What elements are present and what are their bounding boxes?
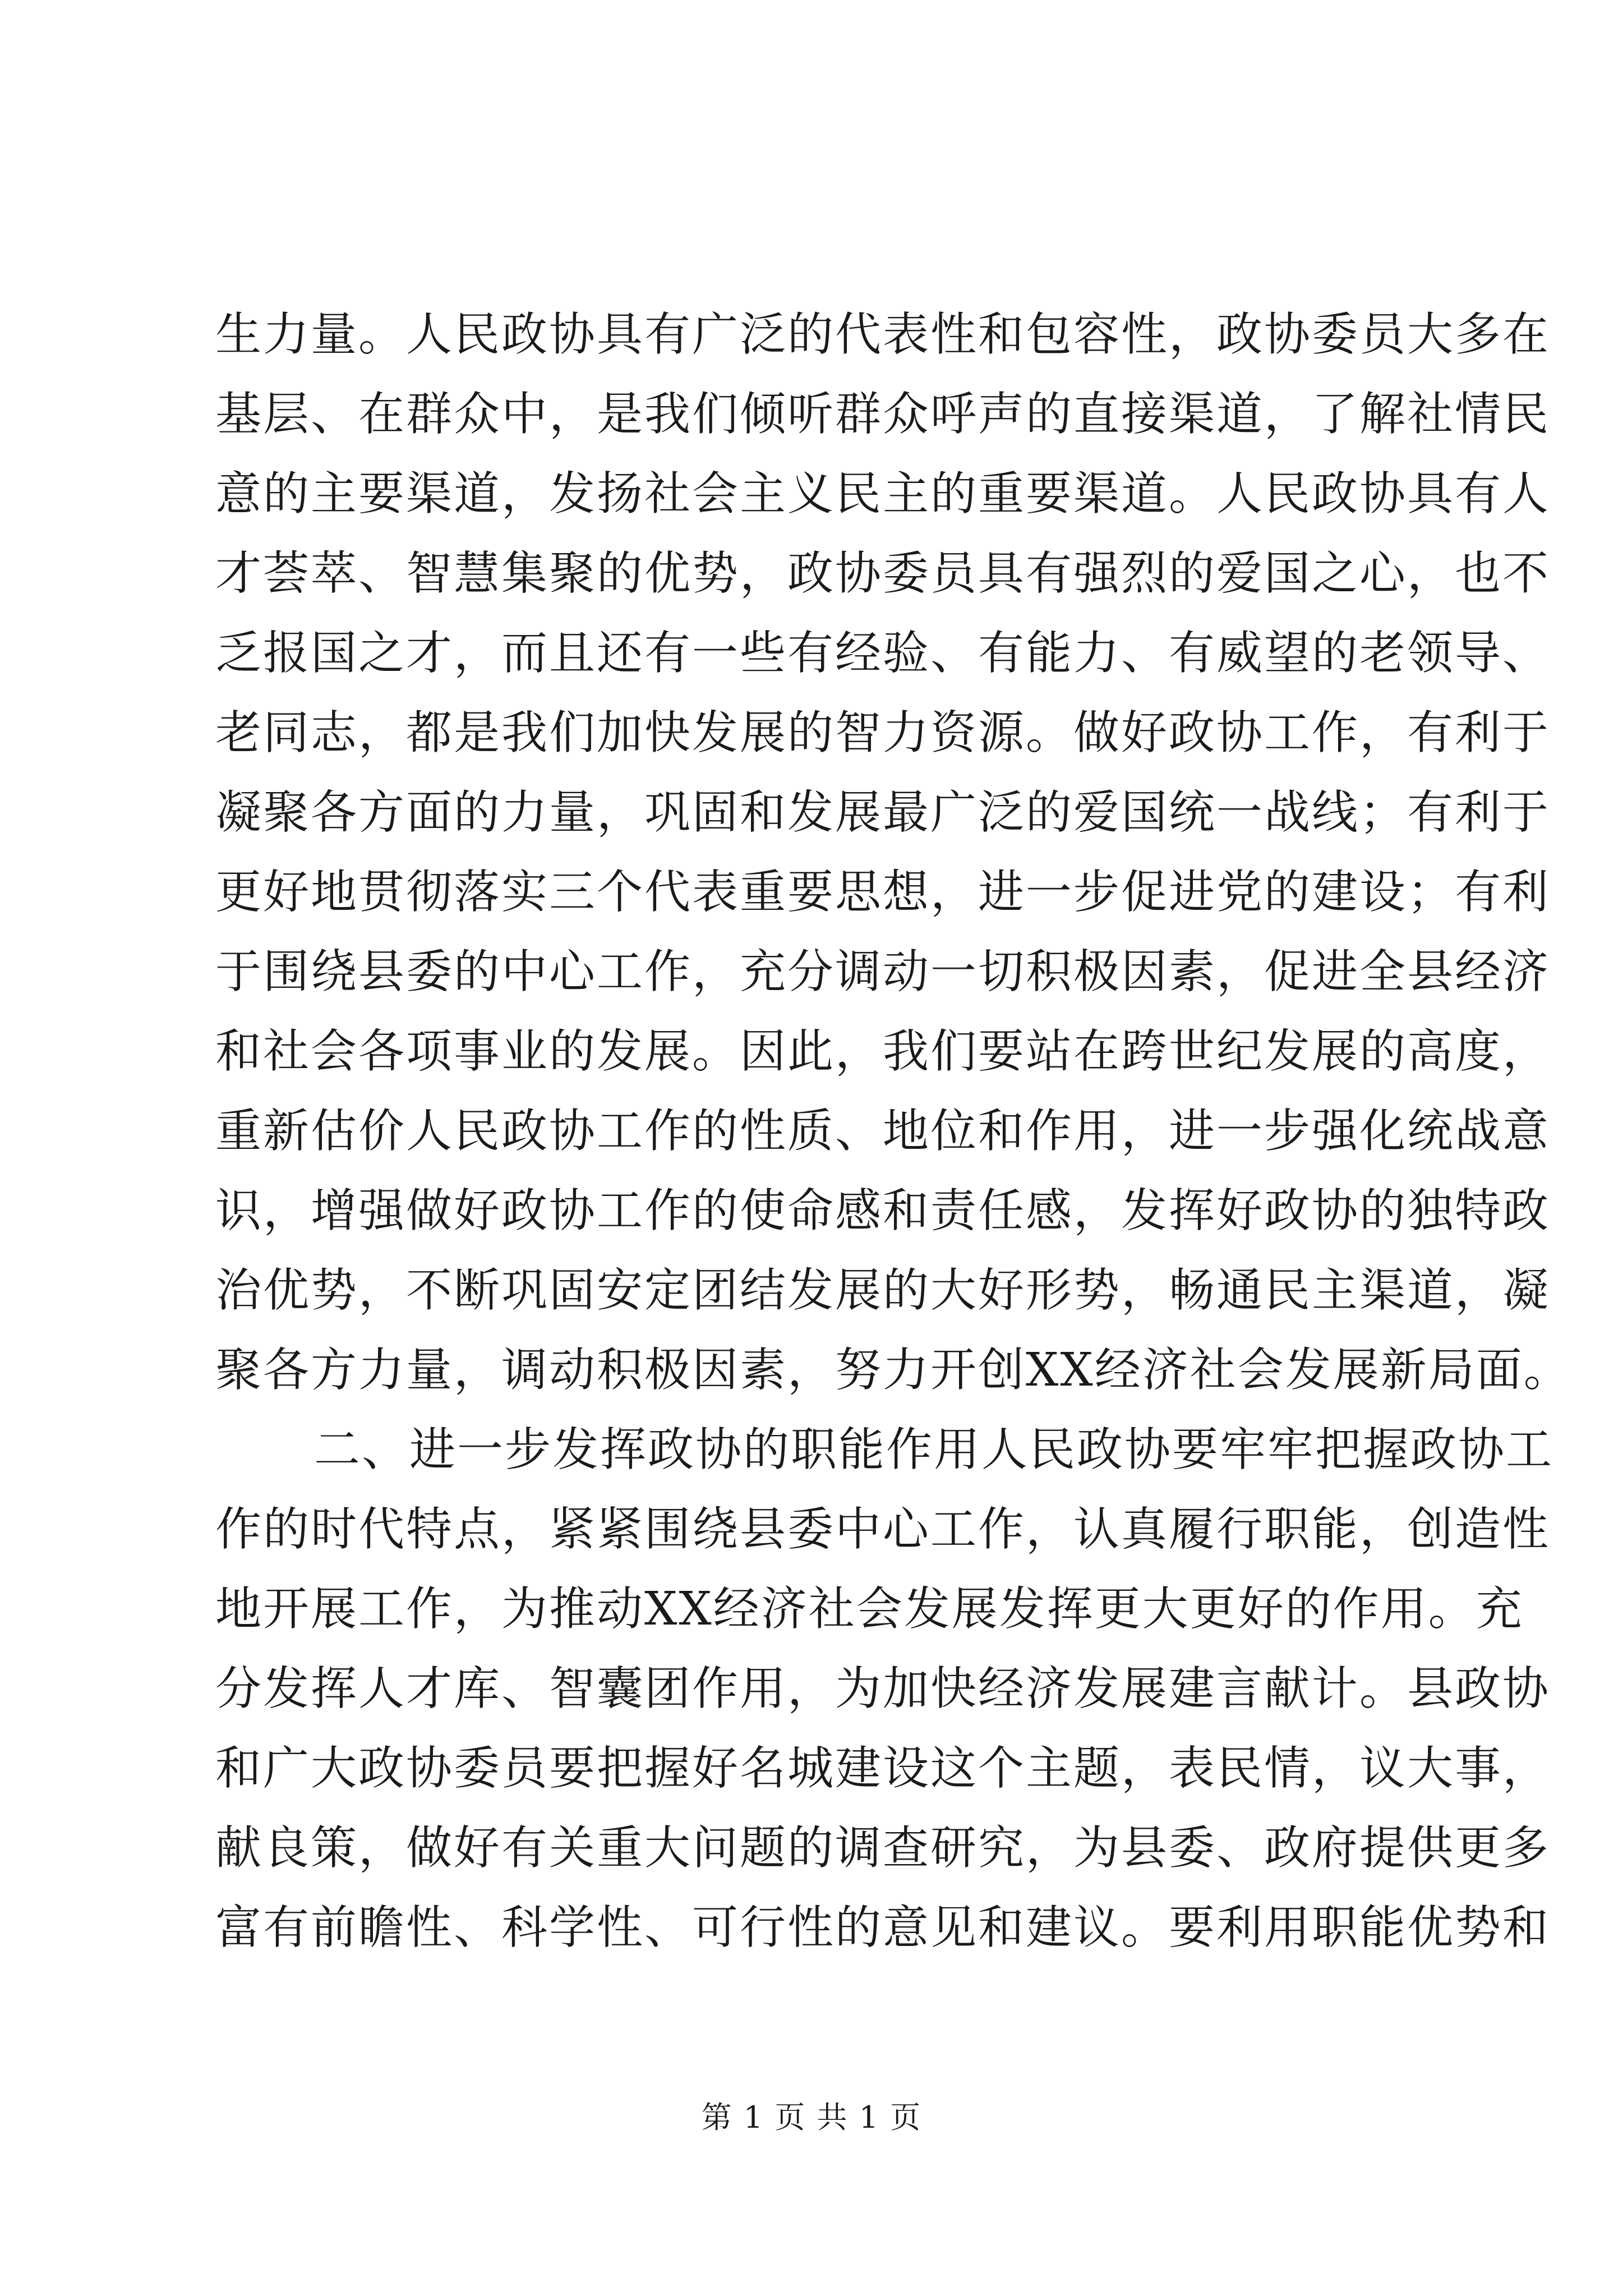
text-line: 作的时代特点，紧紧围绕县委中心工作，认真履行职能，创造性 (215, 1503, 1551, 1556)
body-text (215, 295, 1571, 1968)
text-line: 和广大政协委员要把握好名城建设这个主题，表民情，议大事， (215, 1742, 1551, 1795)
text-line: 地开展工作，为推动XX经济社会发展发挥更大更好的作用。充 (215, 1582, 1524, 1636)
text-line: 重新估价人民政协工作的性质、地位和作用，进一步强化统战意 (215, 1105, 1551, 1158)
text-line: 献良策，做好有关重大问题的调查研究，为县委、政府提供更多 (215, 1821, 1551, 1875)
text-line: 识，增强做好政协工作的使命感和责任感，发挥好政协的独特政 (215, 1184, 1551, 1237)
text-line: 乏报国之才，而且还有一些有经验、有能力、有威望的老领导、 (215, 627, 1551, 680)
text-line: 老同志，都是我们加快发展的智力资源。做好政协工作，有利于 (215, 706, 1551, 760)
section-heading-line: 二、进一步发挥政协的职能作用人民政协要牢牢把握政协工 (314, 1423, 1554, 1476)
text-line: 基层、在群众中，是我们倾听群众呼声的直接渠道，了解社情民 (215, 388, 1551, 441)
text-line: 聚各方力量，调动积极因素，努力开创XX经济社会发展新局面。 (215, 1343, 1571, 1397)
text-line: 更好地贯彻落实三个代表重要思想，进一步促进党的建设；有利 (215, 866, 1551, 919)
page-number-label: 第 1 页 共 1 页 (701, 2100, 922, 2135)
text-line: 才荟萃、智慧集聚的优势，政协委员具有强烈的爱国之心，也不 (215, 547, 1551, 600)
text-line: 和社会各项事业的发展。因此，我们要站在跨世纪发展的高度， (215, 1025, 1551, 1078)
text-line: 生力量。人民政协具有广泛的代表性和包容性，政协委员大多在 (215, 308, 1551, 361)
page-footer (0, 2098, 1623, 2137)
text-line: 治优势，不断巩固安定团结发展的大好形势，畅通民主渠道，凝 (215, 1264, 1551, 1317)
text-line: 富有前瞻性、科学性、可行性的意见和建议。要利用职能优势和 (215, 1901, 1551, 1954)
text-line: 凝聚各方面的力量，巩固和发展最广泛的爱国统一战线；有利于 (215, 786, 1551, 839)
text-line: 意的主要渠道，发扬社会主义民主的重要渠道。人民政协具有人 (215, 467, 1551, 521)
text-line: 分发挥人才库、智囊团作用，为加快经济发展建言献计。县政协 (215, 1662, 1551, 1715)
text-line: 于围绕县委的中心工作，充分调动一切积极因素，促进全县经济 (215, 945, 1551, 999)
